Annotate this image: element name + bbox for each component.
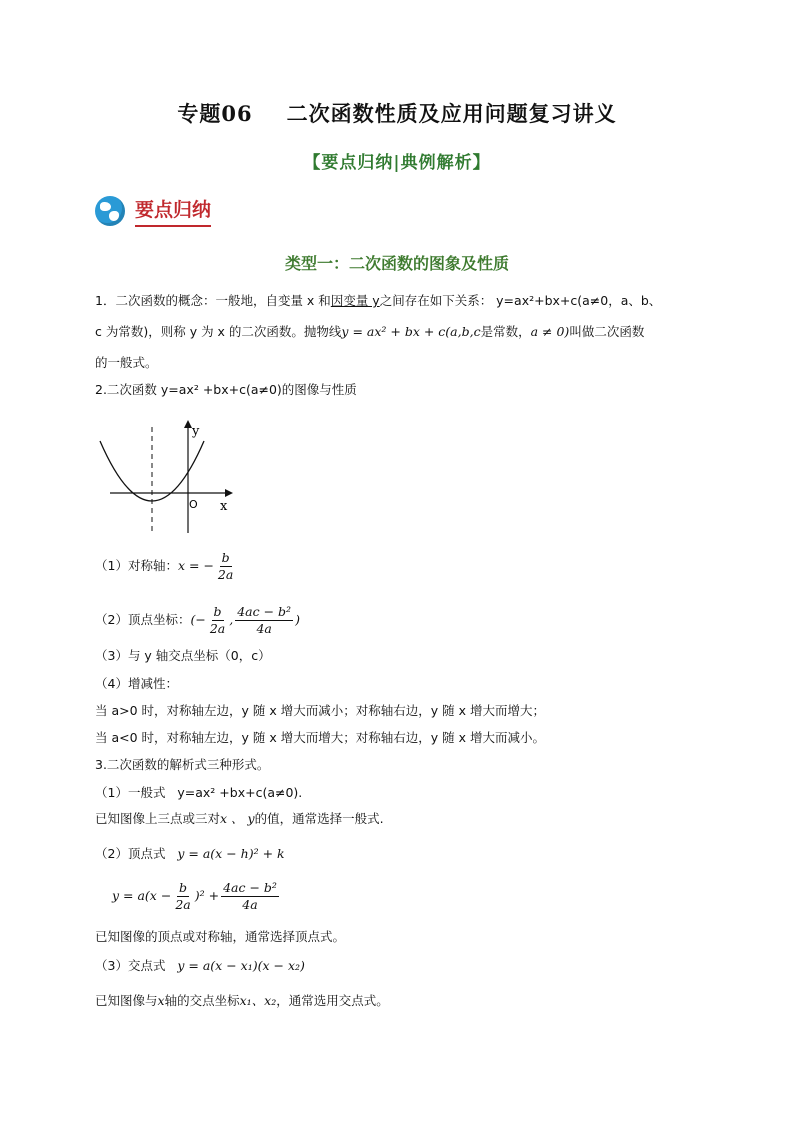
form1-note-vars: x 、 y: [220, 811, 255, 826]
form3-note-c: ，通常选用交点式。: [276, 993, 389, 1008]
form2-expanded-a: y = a(x −: [112, 888, 172, 903]
form3-note-b: 轴的交点坐标: [164, 993, 240, 1008]
y-axis-label: y: [192, 424, 200, 439]
form2-expanded-fraction1: [173, 880, 192, 913]
p2-heading: 2.二次函数 y=ax² +bx+c(a≠0)的图像与性质: [95, 382, 357, 397]
prop2-den2: 4a: [256, 621, 272, 636]
form2-note: 已知图像的顶点或对称轴，通常选择顶点式。: [95, 929, 346, 944]
form2: [95, 845, 285, 863]
title-code: 专题06: [177, 101, 253, 126]
prop2-label: （2）顶点坐标：: [95, 612, 191, 627]
type-heading: 类型一：二次函数的图象及性质: [284, 254, 509, 273]
prop1-label: （1）对称轴：: [95, 558, 178, 573]
form1-formula: y=ax² +bx+c(a≠0).: [177, 785, 303, 800]
prop2-sep: ,: [229, 612, 234, 627]
prop2-close: ): [295, 612, 300, 627]
form2-formula: y = a(x − h)² + k: [177, 846, 285, 861]
prop2-open: (−: [190, 612, 206, 627]
form2-expanded-num1: b: [179, 880, 188, 895]
prop4: （4）增减性：: [95, 676, 178, 691]
form3-note-var: x: [157, 993, 165, 1008]
origin-label: O: [189, 498, 198, 511]
form3: [95, 957, 305, 975]
form1: [95, 784, 302, 802]
p1-text-a: 1．二次函数的概念：一般地，自变量 x 和: [95, 293, 331, 308]
prop2: [95, 604, 300, 637]
section-label: 要点归纳: [135, 195, 211, 227]
form3-formula: y = a(x − x₁)(x − x₂): [177, 958, 305, 973]
p1-line2: [95, 323, 644, 341]
p1-line2-a: c 为常数)，则称 y 为 x 的二次函数。抛物线: [95, 324, 342, 339]
p1-condition: a ≠ 0): [530, 324, 570, 339]
p1-text-b: 之间存在如下关系： y=ax²+bx+c(a≠0，a、b、: [379, 293, 662, 308]
page-title: [0, 98, 794, 128]
globe-icon: [95, 196, 125, 226]
prop1-lhs: x = −: [177, 558, 214, 573]
form2-expanded-fraction2: [221, 880, 279, 913]
prop1-den: 2a: [217, 567, 234, 582]
form3-note: [95, 992, 389, 1010]
p1-line2-b: 是常数，: [480, 324, 531, 339]
p1-line3: 的一般式。: [95, 355, 158, 370]
p1-underlined: 因变量 y: [330, 293, 380, 308]
form2-expanded: [112, 880, 281, 913]
form1-note-a: 已知图像上三点或三对: [95, 811, 221, 826]
prop4-a-positive: 当 a>0 时，对称轴左边，y 随 x 增大而减小；对称轴右边，y 随 x 增大而增大；: [95, 703, 545, 718]
prop1-fraction: [216, 550, 235, 583]
x-axis-arrow: [225, 489, 233, 497]
form2-expanded-den2: 4a: [242, 897, 258, 912]
form1-note: [95, 810, 384, 828]
prop2-num1: b: [213, 604, 222, 619]
title-main: 二次函数性质及应用问题复习讲义: [286, 101, 617, 126]
page-subtitle: 【要点归纳|典例解析】: [303, 153, 491, 173]
form3-label: （3）交点式: [95, 958, 166, 973]
form1-label: （1）一般式: [95, 785, 166, 800]
prop1: [95, 550, 237, 583]
form2-expanded-b: )² +: [194, 888, 220, 903]
section-header: [95, 193, 211, 229]
form3-note-a: 已知图像与: [95, 993, 158, 1008]
prop2-fraction1: [208, 604, 227, 637]
form3-note-roots: x₁、x₂: [239, 993, 277, 1008]
form2-expanded-den1: 2a: [175, 897, 191, 912]
p3-heading: 3.二次函数的解析式三种形式。: [95, 757, 270, 772]
form1-note-b: 的值，通常选择一般式.: [254, 811, 384, 826]
prop1-num: b: [221, 550, 230, 565]
p1-line1: [95, 292, 661, 310]
form2-label: （2）顶点式: [95, 846, 166, 861]
x-axis-label: x: [220, 499, 228, 514]
prop2-fraction2: [235, 604, 293, 637]
parabola-graph: [96, 417, 241, 537]
p1-formula: y = ax² + bx + c(a,b,c: [341, 324, 481, 339]
p1-line2-c: 叫做二次函数: [569, 324, 645, 339]
form2-expanded-num2: 4ac − b²: [223, 880, 277, 895]
prop2-num2: 4ac − b²: [237, 604, 292, 619]
prop3: （3）与 y 轴交点坐标（0，c）: [95, 648, 271, 663]
prop2-den1: 2a: [209, 621, 226, 636]
prop4-a-negative: 当 a<0 时，对称轴左边，y 随 x 增大而增大；对称轴右边，y 随 x 增大而减小。: [95, 730, 545, 745]
y-axis-arrow: [184, 420, 192, 428]
